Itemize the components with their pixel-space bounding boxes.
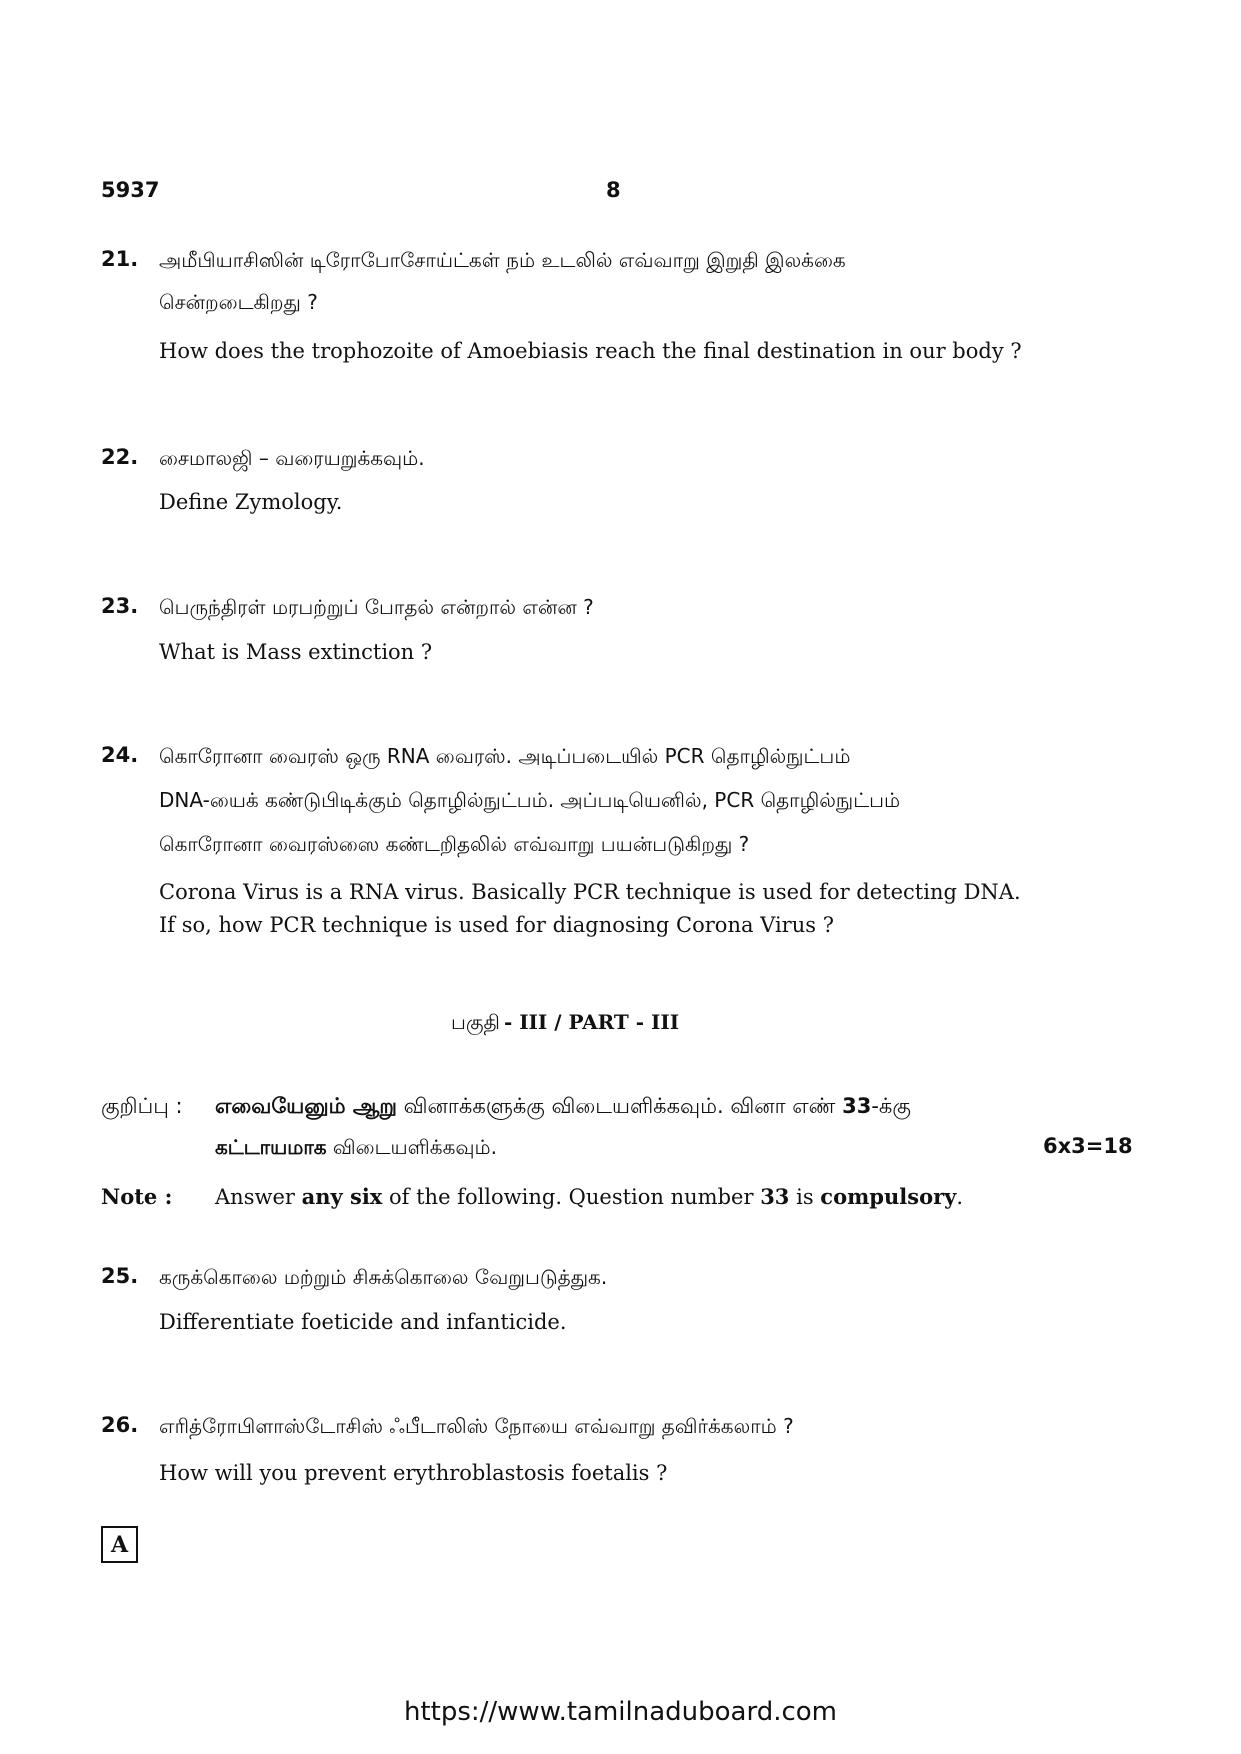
part-three-heading	[451, 1010, 679, 1037]
footer-url[interactable]: https://www.tamilnaduboard.com	[403, 1697, 838, 1727]
question-22-tamil: சைமாலஜி – வரையறுக்கவும்.	[159, 446, 425, 470]
note-english-label: Note :	[101, 1184, 173, 1209]
question-24-tamil-line-1: கொரோனா வைரஸ் ஒரு RNA வைரஸ். அடிப்படையில் PCR தொழில்நுட்பம்	[159, 744, 851, 768]
note-english-period: .	[956, 1185, 964, 1209]
question-number-22: 22.	[101, 445, 139, 469]
page-number: 8	[606, 178, 621, 202]
note-english-part-2: of the following. Question number	[389, 1185, 754, 1209]
note-english-part-3: is	[796, 1185, 814, 1209]
question-26-tamil: எரித்ரோபிளாஸ்டோசிஸ் ஃபீடாலிஸ் நோயை எவ்வாறு தவிர்க்கலாம் ?	[159, 1414, 794, 1438]
question-number-25: 25.	[101, 1264, 139, 1288]
note-tamil-middle: வினாக்களுக்கு விடையளிக்கவும். வினா எண்	[403, 1094, 836, 1118]
note-english-part-1: Answer	[215, 1185, 295, 1209]
note-tamil-any-six: எவையேனும் ஆறு	[215, 1094, 397, 1118]
note-english-any-six: any six	[301, 1184, 383, 1209]
part-three-heading-tamil: பகுதி	[451, 1010, 500, 1034]
question-25-english: Differentiate foeticide and infanticide.	[159, 1310, 567, 1334]
marks-allocation: 6x3=18	[1043, 1134, 1133, 1158]
question-23-english: What is Mass extinction ?	[159, 640, 433, 664]
question-22-english: Define Zymology.	[159, 490, 343, 514]
note-tamil-compulsory: கட்டாயமாக	[215, 1135, 327, 1159]
booklet-series-letter: A	[110, 1531, 129, 1558]
question-21-english: How does the trophozoite of Amoebiasis reach the final destination in our body ?	[159, 339, 1022, 363]
note-tamil-question-33: 33	[842, 1094, 872, 1118]
part-three-heading-english: - III / PART - III	[503, 1010, 680, 1034]
question-21-tamil-line-2: சென்றடைகிறது ?	[159, 290, 318, 314]
question-24-english-line-2: If so, how PCR technique is used for diagnosing Corona Virus ?	[159, 913, 834, 937]
booklet-series-box	[101, 1526, 138, 1563]
question-23-tamil: பெருந்திரள் மரபற்றுப் போதல் என்றால் என்ன ?	[159, 595, 594, 619]
paper-code: 5937	[101, 178, 160, 202]
note-tamil-label: குறிப்பு :	[101, 1094, 183, 1118]
note-tamil-line-2	[215, 1135, 497, 1162]
note-english-question-33: 33	[760, 1184, 790, 1209]
question-number-21: 21.	[101, 247, 139, 271]
question-24-tamil-line-3: கொரோனா வைரஸ்ஸை கண்டறிதலில் எவ்வாறு பயன்படுகிறது ?	[159, 832, 750, 856]
note-tamil-suffix: -க்கு	[871, 1094, 911, 1118]
question-24-english-line-1: Corona Virus is a RNA virus. Basically PCR technique is used for detecting DNA.	[159, 880, 1021, 904]
question-24-tamil-line-2: DNA-யைக் கண்டுபிடிக்கும் தொழில்நுட்பம். அப்படியெனில், PCR தொழில்நுட்பம்	[159, 788, 901, 812]
question-number-23: 23.	[101, 594, 139, 618]
note-tamil-answer: விடையளிக்கவும்.	[332, 1135, 497, 1159]
question-25-tamil: கருக்கொலை மற்றும் சிசுக்கொலை வேறுபடுத்துக.	[159, 1265, 608, 1289]
question-number-26: 26.	[101, 1413, 139, 1437]
note-tamil-line-1	[215, 1094, 911, 1121]
question-21-tamil-line-1: அமீபியாசிஸின் டிரோபோசோய்ட்கள் நம் உடலில் எவ்வாறு இறுதி இலக்கை	[159, 248, 846, 272]
note-english-compulsory: compulsory	[820, 1184, 957, 1209]
question-26-english: How will you prevent erythroblastosis foetalis ?	[159, 1461, 668, 1485]
question-number-24: 24.	[101, 743, 139, 767]
note-english	[215, 1184, 963, 1209]
